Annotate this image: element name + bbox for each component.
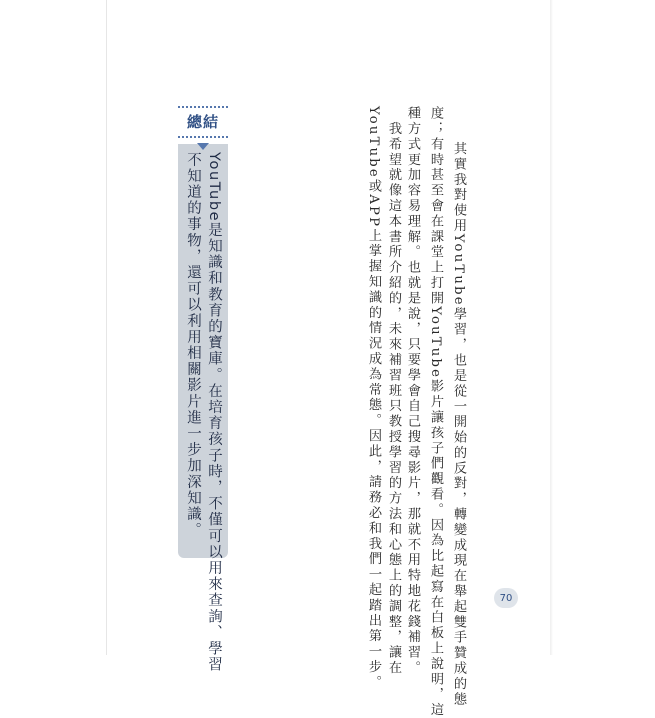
summary-bottom-dotted-rule [178, 136, 228, 138]
body-column-1: 其實我對使用YouTube學習，也是從一開始的反對，轉變成現在舉起雙手贊成的態 [451, 126, 466, 708]
summary-line-1: YouTube是知識和教育的寶庫。在培育孩子時，不僅可以用來查詢、學習 [206, 152, 222, 673]
summary-box [178, 106, 228, 673]
page-number: 70 [494, 588, 518, 608]
summary-title: 總結 [186, 112, 219, 131]
summary-pointer-icon [197, 143, 209, 150]
body-column-3: 種方式更加容易理解。也就是說，只要學會自己搜尋影片，那就不用特地花錢補習。 [405, 106, 420, 676]
body-column-5: YouTube或APP上掌握知識的情況成為常態。因此，請務必和我們一起踏出第一步。 [366, 106, 381, 691]
summary-line-2: 不知道的事物，還可以利用相關影片進一步加深知識。 [185, 152, 201, 539]
page-edge-shadow [550, 0, 553, 655]
book-spine-line [106, 0, 107, 655]
body-column-2: 度；有時甚至會在課堂上打開YouTube影片讓孩子們觀看。因為比起寫在白板上說明，這 [428, 106, 443, 718]
body-column-4: 我希望就像這本書所介紹的，未來補習班只教授學習的方法和心態上的調整，讓在 [386, 106, 401, 676]
summary-panel [178, 144, 228, 673]
summary-text [182, 152, 224, 673]
